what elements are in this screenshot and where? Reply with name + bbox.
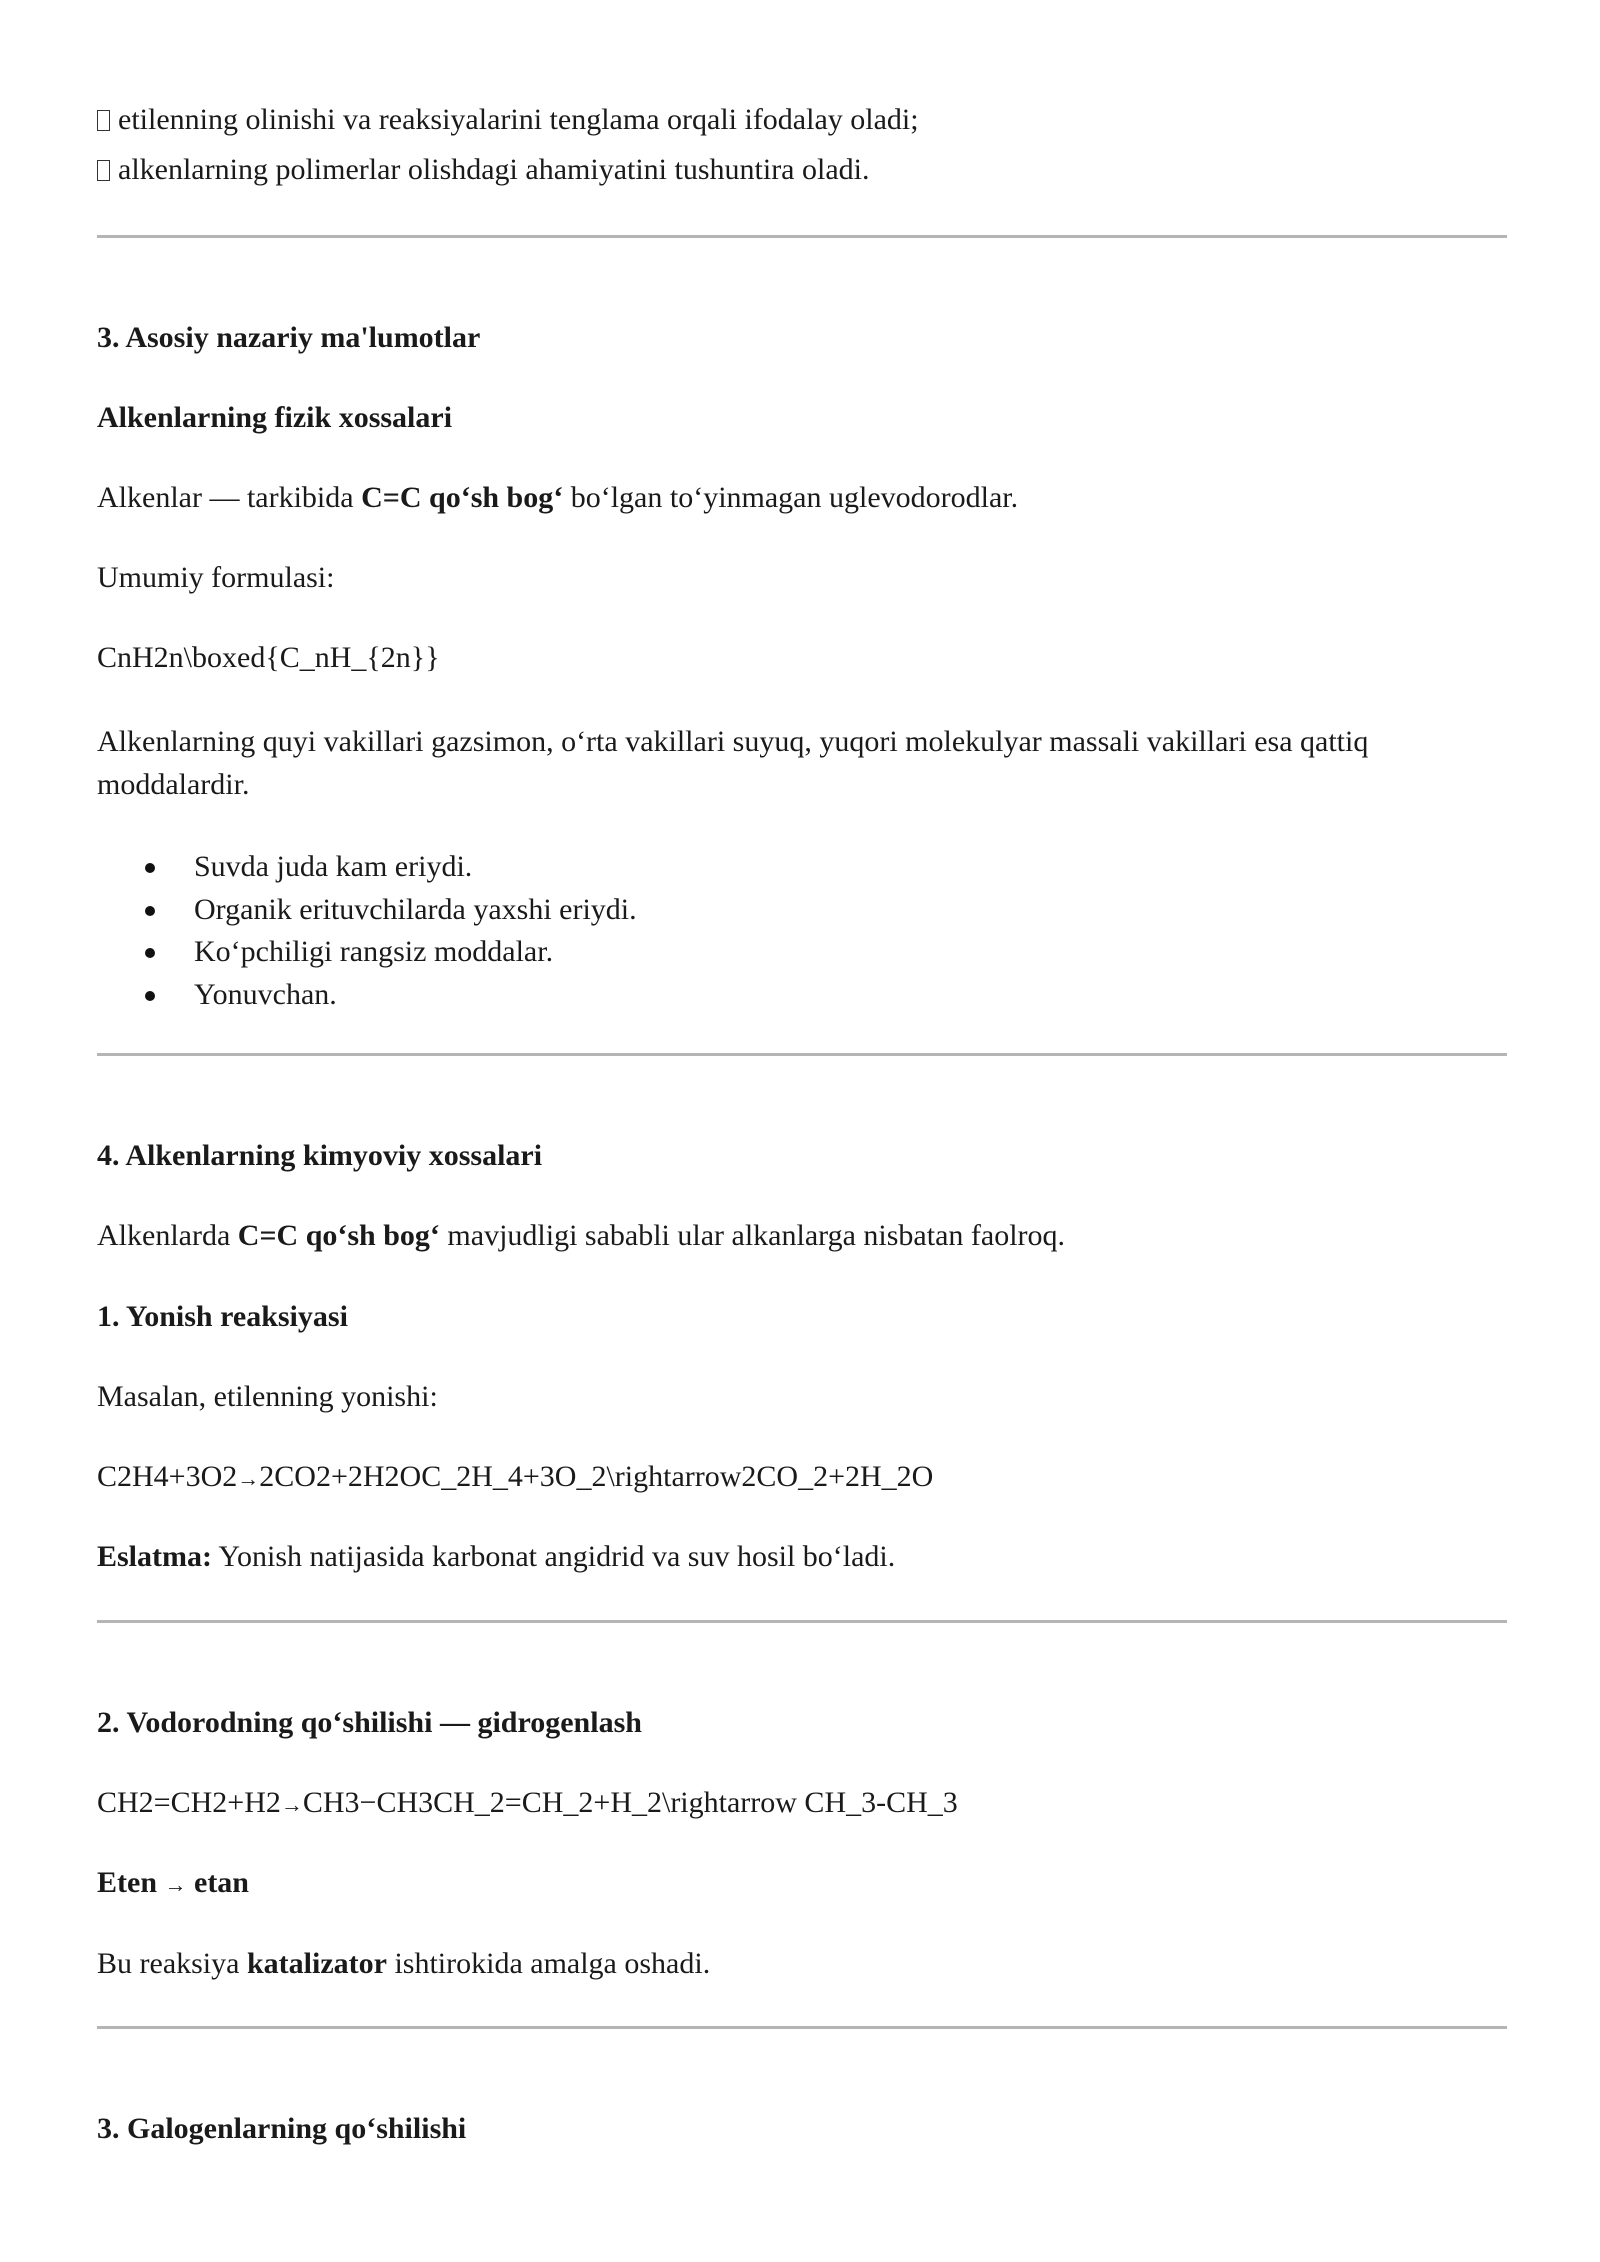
example-label: Masalan, etilenning yonishi: xyxy=(97,1380,438,1413)
combustion-equation: C2H4+3O2→2CO2+2H2OC_2H_4+3O_2\rightarrow2CO_2+2H_2O xyxy=(97,1460,934,1493)
list-item: Ko‘pchiligi rangsiz moddalar. xyxy=(97,931,637,974)
divider xyxy=(97,1620,1507,1623)
reaction-heading: 2. Vodorodning qo‘shilishi — gidrogenlash xyxy=(97,1706,642,1739)
catalyst-paragraph: Bu reaksiya katalizator ishtirokida amalga oshadi. xyxy=(97,1947,711,1980)
note-paragraph: Eslatma: Yonish natijasida karbonat angidrid va suv hosil bo‘ladi. xyxy=(97,1540,896,1573)
formula-label: Umumiy formulasi: xyxy=(97,561,335,594)
arrow-icon: → xyxy=(237,1466,260,1491)
general-formula: CnH2n\boxed{C_nH_{2n}} xyxy=(97,641,440,674)
divider xyxy=(97,2026,1507,2029)
bullet-icon xyxy=(145,991,155,1001)
reaction-heading: 1. Yonish reaksiyasi xyxy=(97,1300,348,1333)
objective-line: alkenlarning polimerlar olishdagi ahamiyatini tushuntira oladi. xyxy=(97,150,869,190)
reaction-heading: 3. Galogenlarning qo‘shilishi xyxy=(97,2112,467,2145)
hydrogenation-equation: CH2=CH2+H2→CH3−CH3CH_2=CH_2+H_2\rightarrow CH_3-CH_3 xyxy=(97,1786,958,1819)
states-paragraph: Alkenlarning quyi vakillari gazsimon, o‘rta vakillari suyuq, yuqori molekulyar massali vakillari esa qattiq moddalardir. xyxy=(97,725,1369,801)
result-line: Eten → etan xyxy=(97,1866,249,1899)
properties-list xyxy=(97,846,637,1016)
divider xyxy=(97,1053,1507,1056)
missing-glyph-icon xyxy=(97,110,110,131)
bullet-icon xyxy=(145,863,155,873)
missing-glyph-icon xyxy=(97,160,110,181)
list-item: Organik erituvchilarda yaxshi eriydi. xyxy=(97,889,637,932)
arrow-icon: → xyxy=(164,1872,187,1897)
intro-paragraph: Alkenlarda C=C qo‘sh bog‘ mavjudligi sababli ular alkanlarga nisbatan faolroq. xyxy=(97,1219,1066,1252)
divider xyxy=(97,235,1507,238)
subheading: Alkenlarning fizik xossalari xyxy=(97,401,453,434)
objective-line: etilenning olinishi va reaksiyalarini tenglama orqali ifodalay oladi; xyxy=(97,100,919,140)
bullet-icon xyxy=(145,906,155,916)
list-item: Yonuvchan. xyxy=(97,974,637,1017)
arrow-icon: → xyxy=(280,1792,303,1817)
list-item: Suvda juda kam eriydi. xyxy=(97,846,637,889)
bullet-icon xyxy=(145,948,155,958)
definition-paragraph: Alkenlar — tarkibida C=C qo‘sh bog‘ bo‘lgan to‘yinmagan uglevodorodlar. xyxy=(97,481,1019,514)
section-heading: 4. Alkenlarning kimyoviy xossalari xyxy=(97,1139,543,1172)
section-heading: 3. Asosiy nazariy ma'lumotlar xyxy=(97,321,481,354)
